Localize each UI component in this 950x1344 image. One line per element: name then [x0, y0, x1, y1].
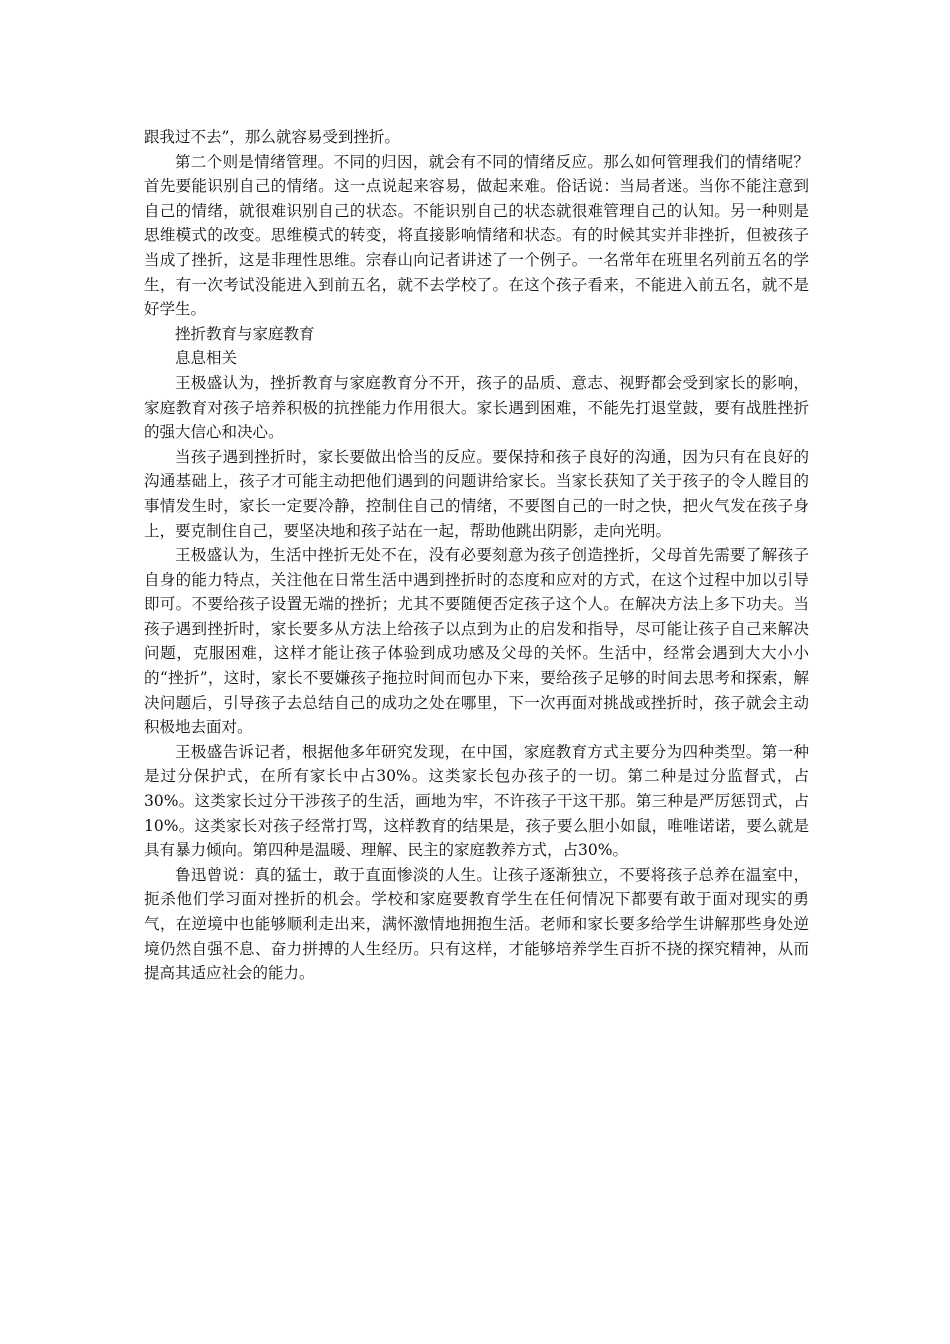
section-heading-line-2: 息息相关 — [175, 349, 238, 368]
document-body — [144, 125, 809, 986]
paragraph-emotion-management: 第二个则是情绪管理。不同的归因，就会有不同的情绪反应。那么如何管理我们的情绪呢？首先要能识别自己的情绪。这一点说起来容易，做起来难。俗话说：当局者迷。当你不能注意到自己的情绪，就很难识别自己的状态。不能识别自己的状态就很难管理自己的认知。另一种则是思维模式的改变。思维模式的转变，将直接影响情绪和状态。有的时候其实并非挫折，但被孩子当成了挫折，这是非理性思维。宗春山向记者讲述了一个例子。一名常年在班里名列前五名的学生，有一次考试没能进入到前五名，就不去学校了。在这个孩子看来，不能进入前五名，就不是好学生。 — [144, 152, 809, 319]
paragraph-four-types: 王极盛告诉记者，根据他多年研究发现，在中国，家庭教育方式主要分为四种类型。第一种是过分保护式，在所有家长中占30%。这类家长包办孩子的一切。第二种是过分监督式，占30%。这类家长过分干涉孩子的生活，画地为牢，不许孩子干这干那。第三种是严厉惩罚式，占10%。这类家长对孩子经常打骂，这样教育的结果是，孩子要么胆小如鼠，唯唯诺诺，要么就是具有暴力倾向。第四种是温暖、理解、民主的家庭教养方式，占30%。 — [144, 742, 809, 860]
paragraph-parent-reaction: 当孩子遇到挫折时，家长要做出恰当的反应。要保持和孩子良好的沟通，因为只有在良好的沟通基础上，孩子才可能主动把他们遇到的问题讲给家长。当家长获知了关于孩子的令人瞠目的事情发生时，家长一定要冷静，控制住自己的情绪，不要图自己的一时之快，把火气发在孩子身上，要克制住自己，要坚决地和孩子站在一起，帮助他跳出阴影，走向光明。 — [144, 447, 809, 540]
paragraph-guidance: 王极盛认为，生活中挫折无处不在，没有必要刻意为孩子创造挫折，父母首先需要了解孩子自身的能力特点，关注他在日常生活中遇到挫折时的态度和应对的方式，在这个过程中加以引导即可。不要给孩子设置无端的挫折；尤其不要随便否定孩子这个人。在解决方法上多下功夫。当孩子遇到挫折时，家长要多从方法上给孩子以点到为止的启发和指导，尽可能让孩子自己来解决问题，克服困难，这样才能让孩子体验到成功感及父母的关怀。生活中，经常会遇到大大小小的“挫折”，这时，家长不要嫌孩子拖拉时间而包办下来，要给孩子足够的时间去思考和探索，解决问题后，引导孩子去总结自己的成功之处在哪里，下一次再面对挑战或挫折时，孩子就会主动积极地去面对。 — [144, 546, 809, 737]
paragraph-conclusion: 鲁迅曾说：真的猛士，敢于直面惨淡的人生。让孩子逐渐独立，不要将孩子总养在温室中，扼杀他们学习面对挫折的机会。学校和家庭要教育学生在任何情况下都要有敢于面对现实的勇气，在逆境中也能够顺利走出来，满怀激情地拥抱生活。老师和家长要多给学生讲解那些身处逆境仍然自强不息、奋力拼搏的人生经历。只有这样，才能够培养学生百折不挠的探究精神，从而提高其适应社会的能力。 — [144, 865, 809, 983]
section-heading-line-1: 挫折教育与家庭教育 — [175, 324, 315, 343]
paragraph-family-education: 王极盛认为，挫折教育与家庭教育分不开，孩子的品质、意志、视野都会受到家长的影响，家庭教育对孩子培养积极的抗挫能力作用很大。家长遇到困难，不能先打退堂鼓，要有战胜挫折的强大信心和决心。 — [144, 373, 809, 442]
paragraph-continuation: 跟我过不去”，那么就容易受到挫折。 — [144, 128, 400, 146]
